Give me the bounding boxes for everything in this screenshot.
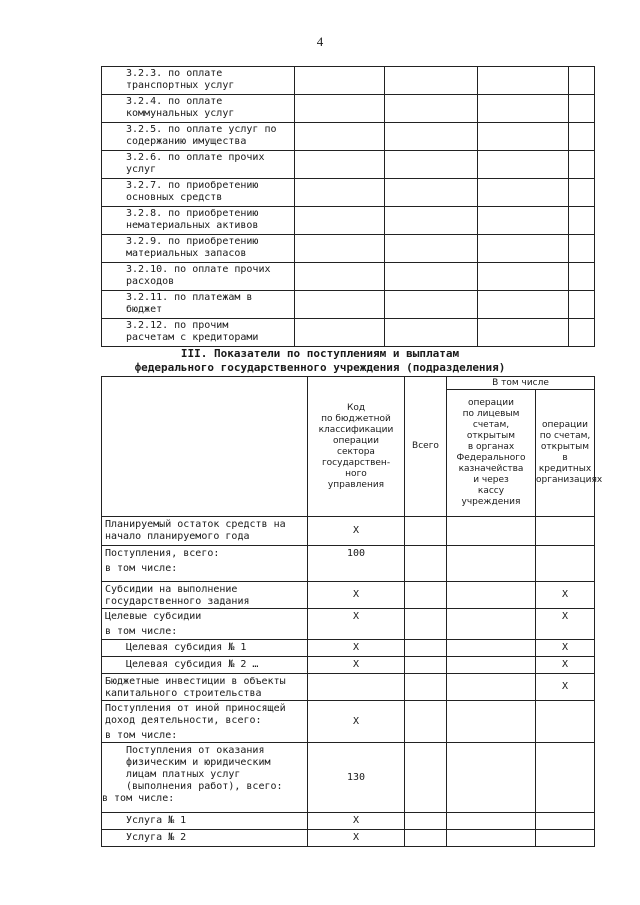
table-row bbox=[102, 95, 595, 123]
empty-cell bbox=[478, 235, 569, 263]
row-label: 3.2.7. по приобретению основных средств bbox=[102, 179, 295, 207]
table-row bbox=[102, 609, 595, 640]
code-cell: Х bbox=[308, 609, 405, 640]
table-row bbox=[102, 546, 595, 582]
empty-cell bbox=[385, 235, 478, 263]
code-cell: Х bbox=[308, 582, 405, 609]
row-label: Услуга № 1 bbox=[102, 813, 308, 830]
code-cell: 130 bbox=[308, 743, 405, 813]
row-label-group bbox=[102, 546, 308, 582]
table-row bbox=[102, 640, 595, 657]
row-label: Целевая субсидия № 2 … bbox=[102, 657, 308, 674]
empty-cell bbox=[295, 123, 385, 151]
row-label: Субсидии на выполнение государственного задания bbox=[102, 582, 308, 609]
empty-cell bbox=[569, 179, 595, 207]
row-label-group bbox=[102, 743, 308, 813]
empty-cell bbox=[569, 67, 595, 95]
empty-cell bbox=[295, 291, 385, 319]
empty-cell bbox=[295, 319, 385, 347]
table-row bbox=[102, 657, 595, 674]
row-label: Бюджетные инвестиции в объекты капитального строительства bbox=[102, 674, 308, 701]
empty-cell bbox=[295, 95, 385, 123]
section-title-line-2: федерального государственного учреждения (подразделения) bbox=[134, 361, 506, 374]
page-number: 4 bbox=[316, 34, 324, 49]
row-sublabel: в том числе: bbox=[105, 563, 178, 574]
empty-cell bbox=[569, 123, 595, 151]
table-row bbox=[102, 263, 595, 291]
empty-cell bbox=[385, 67, 478, 95]
empty-cell bbox=[478, 291, 569, 319]
empty-cell bbox=[295, 151, 385, 179]
row-label-group bbox=[102, 701, 308, 743]
table-row bbox=[102, 123, 595, 151]
row-label: 3.2.10. по оплате прочих расходов bbox=[102, 263, 295, 291]
credit-cell: Х bbox=[536, 582, 595, 609]
empty-cell bbox=[295, 263, 385, 291]
table-row bbox=[102, 517, 595, 546]
code-cell: Х bbox=[308, 813, 405, 830]
header-treasury-operations: операции по лицевым счетам, открытым в органах Федерального казначейства и через кассу учреждения bbox=[447, 390, 536, 517]
empty-cell bbox=[478, 67, 569, 95]
row-sublabel: в том числе: bbox=[105, 626, 178, 637]
row-label: 3.2.5. по оплате услуг по содержанию имущества bbox=[102, 123, 295, 151]
row-label: 3.2.6. по оплате прочих услуг bbox=[102, 151, 295, 179]
section-title-line-1: III. Показатели по поступлениям и выплатам bbox=[180, 347, 460, 360]
empty-cell bbox=[385, 123, 478, 151]
credit-cell: Х bbox=[536, 674, 595, 701]
row-label: 3.2.11. по платежам в бюджет bbox=[102, 291, 295, 319]
row-label: 3.2.3. по оплате транспортных услуг bbox=[102, 67, 295, 95]
table-row bbox=[102, 830, 595, 847]
empty-cell bbox=[478, 123, 569, 151]
table-row bbox=[102, 743, 595, 813]
row-label: 3.2.8. по приобретению нематериальных активов bbox=[102, 207, 295, 235]
empty-cell bbox=[569, 319, 595, 347]
row-label: 3.2.4. по оплате коммунальных услуг bbox=[102, 95, 295, 123]
table-row bbox=[102, 813, 595, 830]
table-row bbox=[102, 235, 595, 263]
table-row bbox=[102, 319, 595, 347]
table-row bbox=[102, 67, 595, 95]
row-label: 3.2.9. по приобретению материальных запасов bbox=[102, 235, 295, 263]
empty-cell bbox=[295, 235, 385, 263]
empty-cell bbox=[385, 151, 478, 179]
code-cell: Х bbox=[308, 640, 405, 657]
row-label: Поступления, всего: bbox=[105, 548, 220, 559]
empty-cell bbox=[385, 291, 478, 319]
header-total: Всего bbox=[405, 377, 447, 517]
code-cell: Х bbox=[308, 657, 405, 674]
code-cell: 100 bbox=[308, 546, 405, 582]
empty-cell bbox=[478, 179, 569, 207]
row-label: 3.2.12. по прочим расчетам с кредиторами bbox=[102, 319, 295, 347]
header-credit-org-operations: операции по счетам, открытым в кредитных организациях bbox=[536, 390, 595, 517]
empty-cell bbox=[569, 263, 595, 291]
empty-cell bbox=[569, 235, 595, 263]
empty-cell bbox=[478, 95, 569, 123]
row-label: Целевая субсидия № 1 bbox=[102, 640, 308, 657]
header-code: Код по бюджетной классификации операции сектора государствен- ного управления bbox=[308, 377, 405, 517]
receipts-table bbox=[101, 376, 603, 847]
row-sublabel: в том числе: bbox=[105, 730, 178, 741]
table-row bbox=[102, 179, 595, 207]
empty-cell bbox=[569, 207, 595, 235]
table-row bbox=[102, 674, 595, 701]
header-in-including: В том числе bbox=[447, 377, 595, 390]
header-blank-cell bbox=[102, 377, 308, 517]
code-cell: Х bbox=[308, 517, 405, 546]
row-sublabel: в том числе: bbox=[102, 793, 175, 804]
table-row bbox=[102, 151, 595, 179]
code-cell: Х bbox=[308, 701, 405, 743]
empty-cell bbox=[569, 95, 595, 123]
empty-cell bbox=[478, 151, 569, 179]
table-row bbox=[102, 582, 595, 609]
empty-cell bbox=[478, 263, 569, 291]
empty-cell bbox=[478, 319, 569, 347]
row-label: Поступления от иной приносящей доход деятельности, всего: bbox=[105, 703, 286, 726]
table-row bbox=[102, 701, 595, 743]
table-row bbox=[102, 291, 595, 319]
empty-cell bbox=[385, 207, 478, 235]
empty-cell bbox=[569, 291, 595, 319]
table-row bbox=[102, 207, 595, 235]
row-label: Услуга № 2 bbox=[102, 830, 308, 847]
row-label: Поступления от оказания физическим и юридическим лицам платных услуг (выполнения работ), всего: bbox=[126, 745, 283, 792]
expenses-table bbox=[101, 66, 595, 347]
empty-cell bbox=[295, 207, 385, 235]
empty-cell bbox=[295, 67, 385, 95]
empty-cell bbox=[385, 263, 478, 291]
row-label: Планируемый остаток средств на начало планируемого года bbox=[102, 517, 308, 546]
credit-cell: Х bbox=[536, 609, 595, 640]
empty-cell bbox=[385, 179, 478, 207]
credit-cell: Х bbox=[536, 640, 595, 657]
empty-cell bbox=[569, 151, 595, 179]
credit-cell: Х bbox=[536, 657, 595, 674]
code-cell: Х bbox=[308, 830, 405, 847]
empty-cell bbox=[478, 207, 569, 235]
empty-cell bbox=[385, 319, 478, 347]
row-label-group bbox=[102, 609, 308, 640]
row-label: Целевые субсидии bbox=[105, 611, 202, 622]
empty-cell bbox=[385, 95, 478, 123]
empty-cell bbox=[295, 179, 385, 207]
